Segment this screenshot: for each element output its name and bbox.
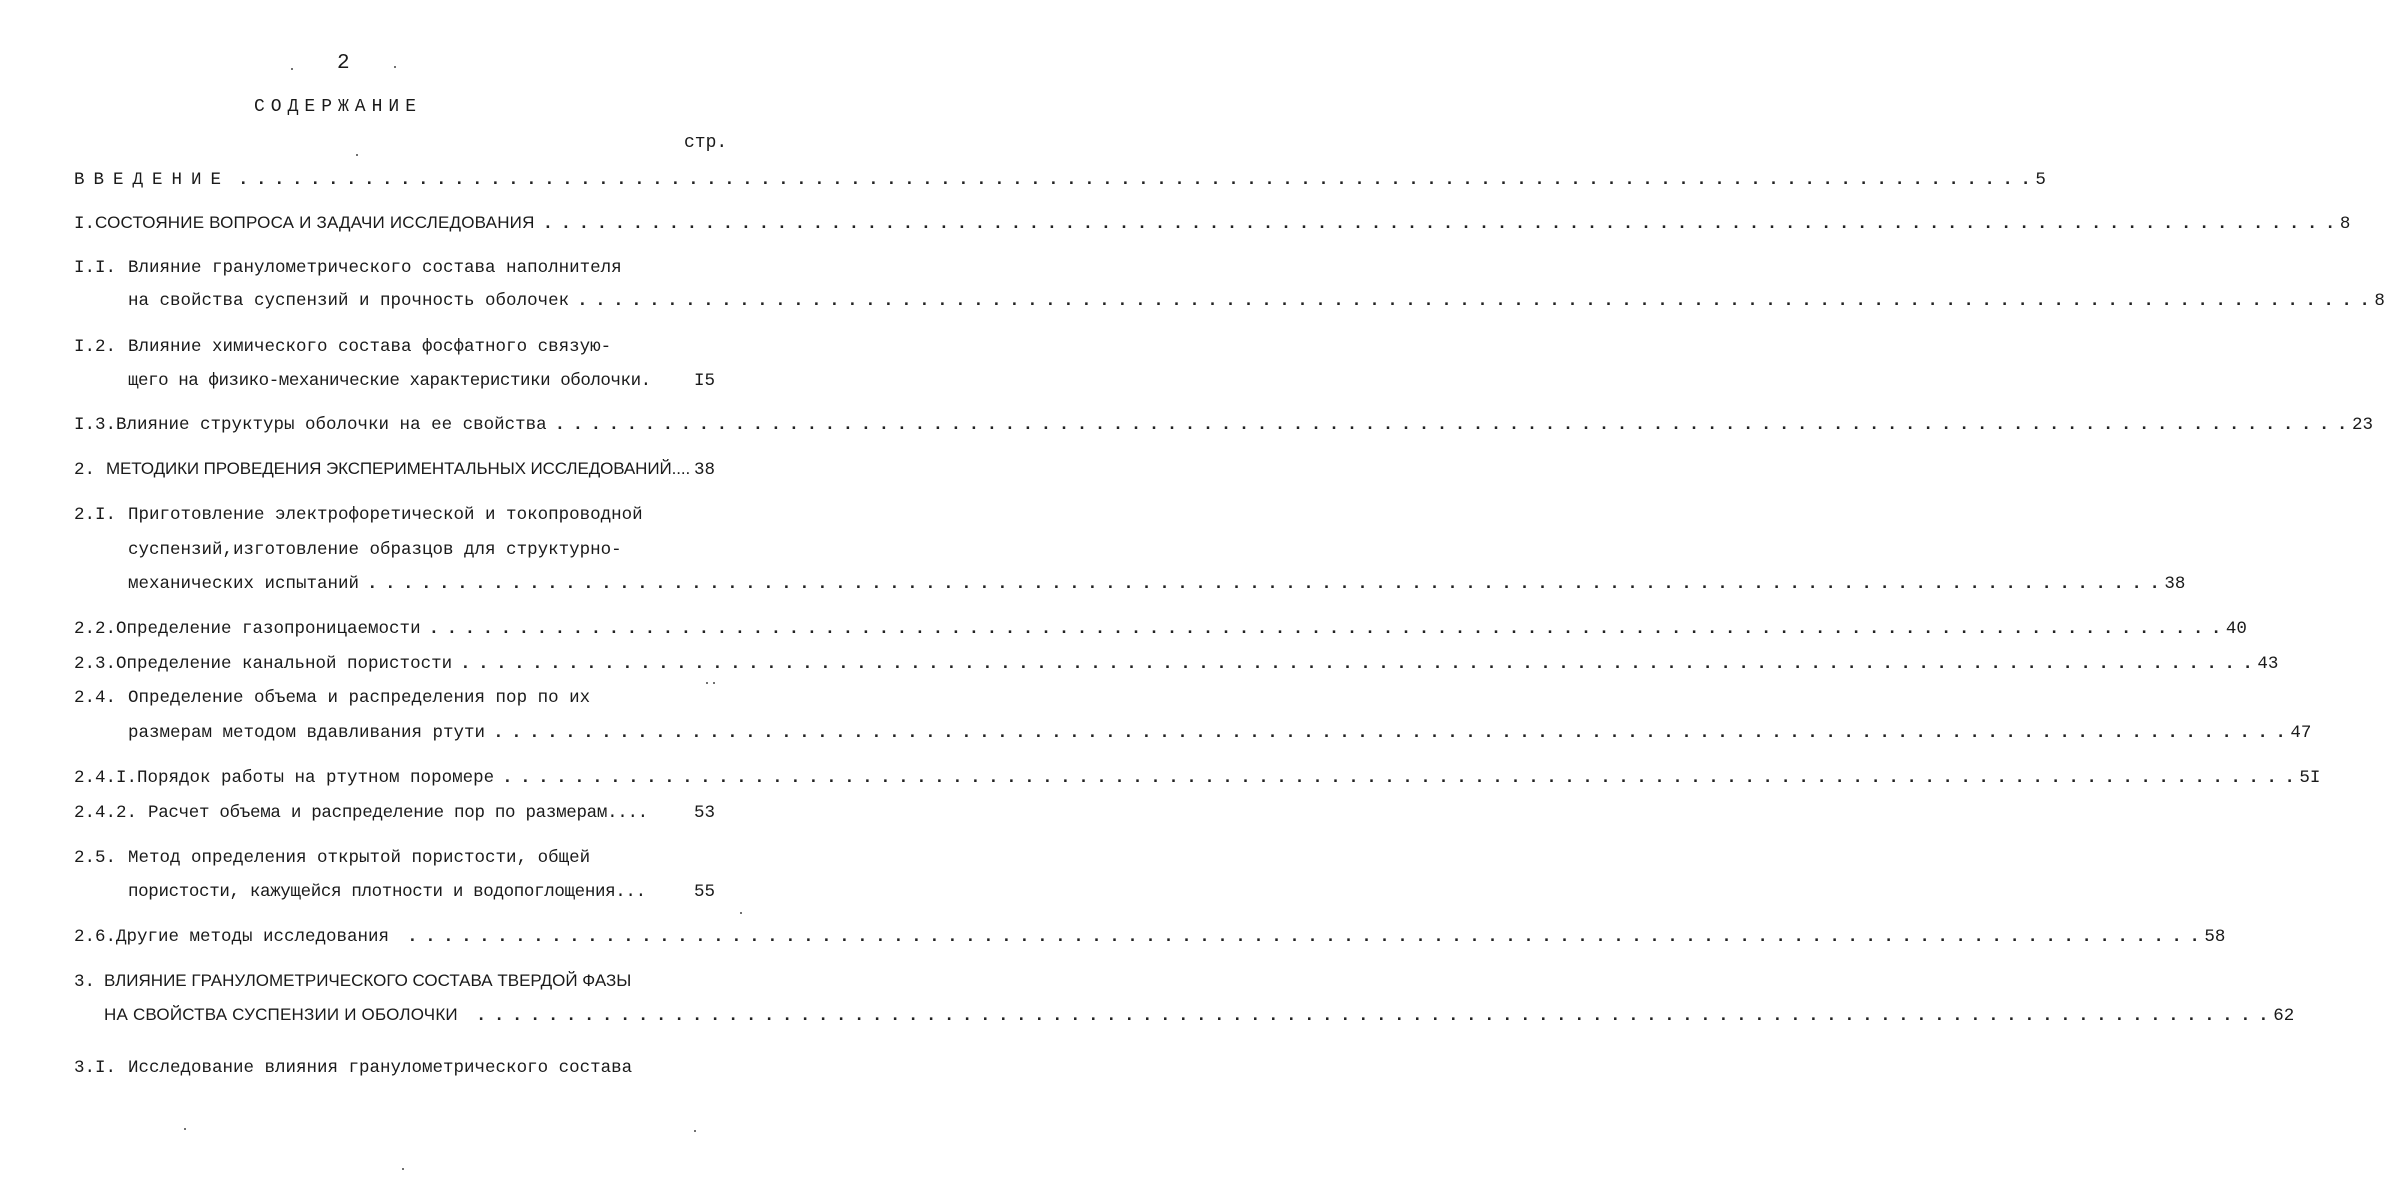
toc-entry-number: I. xyxy=(74,214,96,234)
scan-speck xyxy=(694,1130,696,1132)
page-number: 2 xyxy=(337,52,350,75)
toc-entry-2-4-line2 xyxy=(128,723,2312,743)
toc-entry-text: Влияние гранулометрического состава наполнителя xyxy=(128,258,622,278)
dot-leader xyxy=(238,170,2029,190)
toc-entry-2-3 xyxy=(74,654,2279,674)
toc-entry-page: 43 xyxy=(2257,654,2279,674)
toc-entry-number: I.I. xyxy=(74,258,117,278)
toc-entry-text: Расчет объема и распределение пор по размерам.... xyxy=(148,803,648,823)
toc-entry-2-5-line2 xyxy=(128,882,718,902)
toc-entry-page: 55 xyxy=(694,882,716,902)
toc-entry-text: МЕТОДИКИ ПРОВЕДЕНИЯ ЭКСПЕРИМЕНТАЛЬНЫХ ИССЛЕДОВАНИЙ.... xyxy=(106,459,691,478)
toc-entry-text: Влияние структуры оболочки на ее свойства xyxy=(116,415,547,435)
scan-speck xyxy=(291,68,293,70)
toc-entry-number: 2.6. xyxy=(74,927,117,947)
scan-speck xyxy=(740,912,742,914)
toc-entry-text: НА СВОЙСТВА СУСПЕНЗИИ И ОБОЛОЧКИ xyxy=(104,1005,458,1024)
toc-entry-number: 2.4. xyxy=(74,688,117,708)
toc-entry-number: 2.2. xyxy=(74,619,117,639)
dot-leader xyxy=(543,214,2334,234)
toc-entry-page: 23 xyxy=(2351,415,2373,435)
toc-entry-1-2-line1 xyxy=(74,337,611,357)
toc-entry-page: 58 xyxy=(2204,927,2226,947)
toc-entry-page: 47 xyxy=(2290,723,2312,743)
contents-title: СОДЕРЖАНИЕ xyxy=(254,97,423,117)
toc-entry-1-1-line2 xyxy=(128,291,2385,311)
dot-leader xyxy=(367,574,2158,594)
toc-entry-2-1-line3 xyxy=(128,574,2186,594)
toc-entry-text: ВВЕДЕНИЕ xyxy=(74,170,231,190)
toc-entry-page: 5 xyxy=(2035,170,2046,190)
toc-entry-2-4-line1 xyxy=(74,688,590,708)
scan-speck xyxy=(713,682,715,684)
dot-leader xyxy=(502,768,2293,788)
toc-entry-introduction xyxy=(74,170,2046,190)
toc-entry-text: Исследование влияния гранулометрического состава xyxy=(128,1058,633,1078)
toc-entry-text: на свойства суспензий и прочность оболочек xyxy=(128,291,570,311)
toc-entry-3-1 xyxy=(74,1058,632,1078)
toc-entry-2-1-line2: суспензий,изготовление образцов для структурно- xyxy=(128,540,622,560)
toc-entry-page: 38 xyxy=(2164,574,2186,594)
scan-speck xyxy=(184,1128,186,1130)
dot-leader xyxy=(493,723,2284,743)
toc-entry-number: 2. xyxy=(74,460,96,480)
dot-leader xyxy=(555,415,2346,435)
toc-entry-page: 40 xyxy=(2225,619,2247,639)
toc-entry-text: Другие методы исследования xyxy=(116,927,390,947)
toc-entry-text: Определение объема и распределения пор по их xyxy=(128,688,591,708)
toc-entry-chapter-3-line2 xyxy=(104,1005,2295,1026)
dot-leader xyxy=(429,619,2220,639)
toc-entry-text: СОСТОЯНИЕ ВОПРОСА И ЗАДАЧИ ИССЛЕДОВАНИЯ xyxy=(95,213,535,232)
toc-entry-2-4-1 xyxy=(74,768,2321,788)
toc-entry-text: Порядок работы на ртутном поромере xyxy=(137,768,495,788)
toc-entry-page: 53 xyxy=(694,803,716,823)
pages-column-label: стр. xyxy=(684,133,728,153)
toc-entry-chapter-3-line1 xyxy=(74,971,631,992)
toc-entry-number: 2.I. xyxy=(74,505,117,525)
dot-leader xyxy=(577,291,2368,311)
scan-speck xyxy=(356,154,358,156)
toc-entry-text: Определение газопроницаемости xyxy=(116,619,421,639)
toc-entry-text: Метод определения открытой пористости, общей xyxy=(128,848,591,868)
toc-entry-text: Приготовление электрофоретической и токопроводной xyxy=(128,505,643,525)
toc-entry-number: 2.4.I. xyxy=(74,768,138,788)
toc-entry-number: I.2. xyxy=(74,337,117,357)
toc-entry-number: 3.I. xyxy=(74,1058,117,1078)
toc-entry-page: 62 xyxy=(2273,1006,2295,1026)
toc-entry-page: 5I xyxy=(2299,768,2321,788)
toc-entry-text: Влияние химического состава фосфатного связую- xyxy=(128,337,612,357)
toc-entry-1-2-line2 xyxy=(128,371,718,391)
toc-entry-number: 2.5. xyxy=(74,848,117,868)
toc-entry-page: I5 xyxy=(694,371,716,391)
scan-speck xyxy=(394,66,396,68)
dot-leader xyxy=(407,927,2198,947)
toc-entry-text: щего на физико-механические характеристики оболочки. xyxy=(128,371,651,391)
toc-entry-text: механических испытаний xyxy=(128,574,360,594)
toc-entry-number: 2.3. xyxy=(74,654,117,674)
toc-entry-chapter-2 xyxy=(74,459,718,480)
toc-entry-text: Определение канальной пористости xyxy=(116,654,453,674)
toc-entry-page: 8 xyxy=(2374,291,2385,311)
toc-entry-2-6 xyxy=(74,927,2226,947)
toc-entry-number: 2.4.2. xyxy=(74,803,138,823)
toc-entry-1-1-line1 xyxy=(74,258,622,278)
scan-speck xyxy=(706,682,708,684)
dot-leader xyxy=(476,1006,2267,1026)
toc-entry-2-1-line1 xyxy=(74,505,643,525)
toc-entry-2-4-2 xyxy=(74,803,718,823)
toc-entry-1-3 xyxy=(74,415,2373,435)
toc-entry-number: 3. xyxy=(74,972,96,992)
toc-entry-number: I.3. xyxy=(74,415,117,435)
toc-entry-chapter-1 xyxy=(74,213,2351,234)
scan-speck xyxy=(402,1168,404,1170)
toc-entry-text: размерам методом вдавливания ртути xyxy=(128,723,486,743)
toc-entry-text: пористости, кажущейся плотности и водопоглощения... xyxy=(128,882,646,902)
toc-entry-page: 38 xyxy=(694,460,716,480)
dot-leader xyxy=(460,654,2251,674)
toc-entry-page: 8 xyxy=(2339,214,2351,234)
toc-entry-2-2 xyxy=(74,619,2247,639)
toc-entry-text: ВЛИЯНИЕ ГРАНУЛОМЕТРИЧЕСКОГО СОСТАВА ТВЕРДОЙ ФАЗЫ xyxy=(104,971,632,990)
toc-entry-2-5-line1 xyxy=(74,848,590,868)
